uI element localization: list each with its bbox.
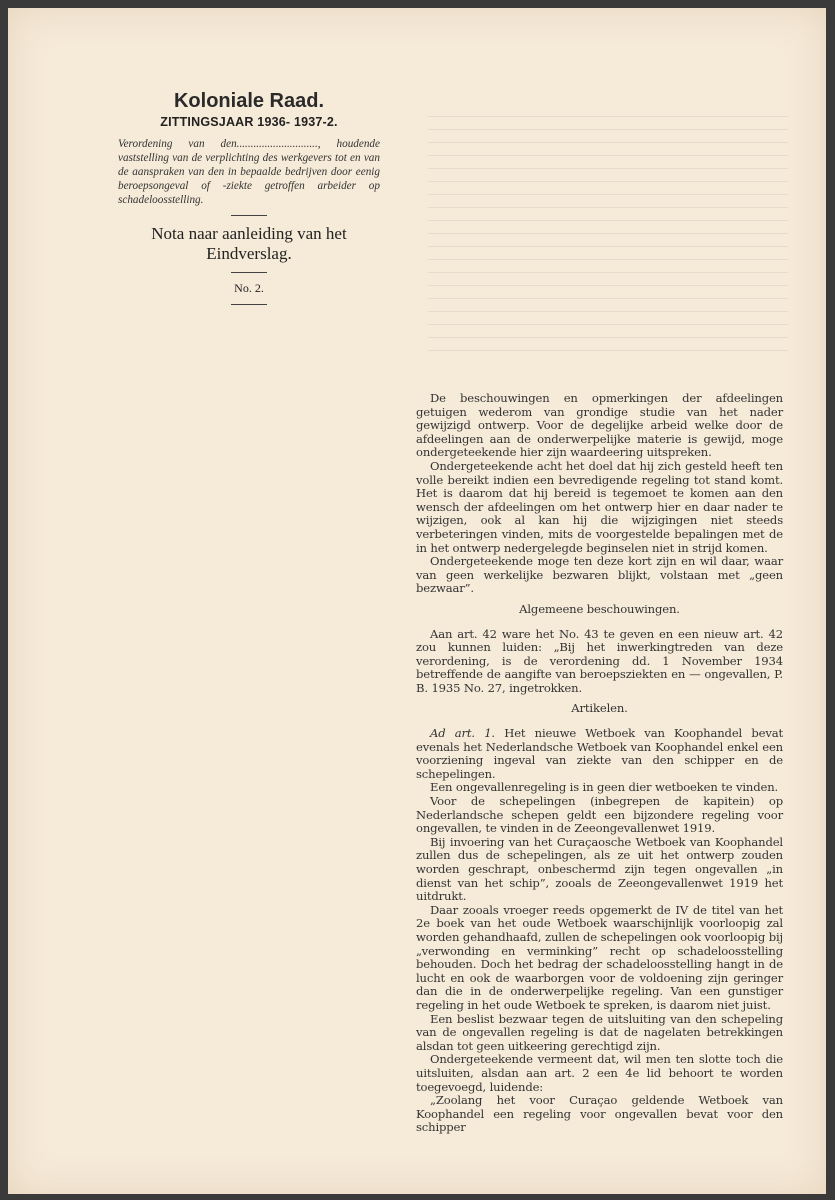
council-title: Koloniale Raad.: [173, 90, 325, 112]
paragraph: „Zoolang het voor Curaçao geldende Wetboek van Koophandel een regeling voor ongevallen bevat voor den schipper: [416, 1093, 783, 1135]
document-number: No. 2.: [234, 281, 264, 295]
session-year: ZITTINGSJAAR 1936- 1937-2.: [160, 115, 338, 129]
article-label: Ad art. 1.: [430, 726, 495, 741]
body-text: [416, 392, 783, 1135]
paragraph: Bij invoering van het Curaçaosche Wetboek van Koophandel zullen dus de schepelingen, als ze uit het ontwerp zouden worden geschrapt, onbeschermd zijn tegen ongevallen „in dienst van het schip”, zooals de Zeeongevallenwet 1919 het uitdrukt.: [416, 834, 783, 904]
divider: [231, 215, 267, 216]
article-text: Het nieuwe Wetboek van Koophandel bevat evenals het Nederlandsche Wetboek van Koophandel enkel een voorziening ingeval van ziekte van den schipper en de schepelingen.: [416, 726, 783, 781]
title-block: [118, 90, 380, 313]
section-heading-articles: Artikelen.: [571, 701, 628, 716]
document-page: [8, 8, 826, 1194]
ordinance-description: Verordening van den............................., houdende vaststelling van de verplichting des werkgevers tot en van de aanspraken van den in bepaalde bedrijven door eenig beroepsongeval of -ziekte getroffen arbeider op schadeloosstelling.: [118, 138, 380, 206]
paragraph: Ondergeteekende vermeent dat, wil men ten slotte toch die uitsluiten, alsdan aan art. 2 een 4e lid behoort te worden toegevoegd, luidende:: [416, 1052, 783, 1094]
paragraph: De beschouwingen en opmerkingen der afdeelingen getuigen wederom van grondige studie van het nader gewijzigd ontwerp. Voor de degelijke arbeid welke door de afdeelingen aan de onderwerpelijke materie is gewijd, moge ondergeteekende hier zijn waardeering uitspreken.: [416, 391, 783, 460]
divider: [231, 272, 267, 273]
nota-title: Nota naar aanleiding van het Eindverslag.: [151, 224, 347, 263]
paragraph: Een ongevallenregeling is in geen dier wetboeken te vinden.: [430, 780, 779, 795]
show-through-text: [428, 116, 788, 356]
paragraph: Ondergeteekende moge ten deze kort zijn en wil daar, waar van geen werkelijke bezwaren blijkt, volstaan met „geen bezwaar”.: [416, 554, 783, 596]
paragraph-art1: [416, 727, 783, 781]
section-heading-general: Algemeene beschouwingen.: [519, 601, 680, 616]
paragraph: Daar zooals vroeger reeds opgemerkt de IV de titel van het 2e boek van het oude Wetboek waarschijnlijk voorloopig zal worden gehandhaafd, zullen de schepelingen ook voorloopig bij „verwonding en verminking” recht op schadeloosstelling behouden. Doch het bedrag der schadeloosstelling hangt in de lucht en ook de waarborgen voor de voldoening zijn geringer dan die in de onderwerpelijke regeling. Van een gunstiger regeling in het oude Wetboek te spreken, is daarom niet juist.: [416, 902, 783, 1012]
divider: [231, 304, 267, 305]
paragraph: Aan art. 42 ware het No. 43 te geven en een nieuw art. 42 zou kunnen luiden: „Bij het inwerkingtreden van deze verordening, is de verordening dd. 1 November 1934 betreffende de aangifte van beroepsziekten en — ongevallen, P. B. 1935 No. 27, ingetrokken.: [416, 626, 783, 695]
paragraph: Ondergeteekende acht het doel dat hij zich gesteld heeft ten volle bereikt indien een bevredigende regeling tot stand komt. Het is daarom dat hij bereid is tegemoet te komen aan den wensch der afdeelingen om het ontwerp hier en daar nader te wijzigen, ook al kan hij die wijzigingen niet steeds verbeteringen vinden, mits de voorgestelde bepalingen met de in het ontwerp nedergelegde beginselen niet in strijd komen.: [416, 458, 783, 555]
paragraph: Voor de schepelingen (inbegrepen de kapitein) op Nederlandsche schepen geldt een bijzondere regeling voor ongevallen, te vinden in de Zeeongevallenwet 1919.: [416, 794, 783, 836]
paragraph: Een beslist bezwaar tegen de uitsluiting van den schepeling van de ongevallen regeling is dat de nagelaten betrekkingen alsdan tot geen uitkeering gerechtigd zijn.: [416, 1011, 783, 1053]
